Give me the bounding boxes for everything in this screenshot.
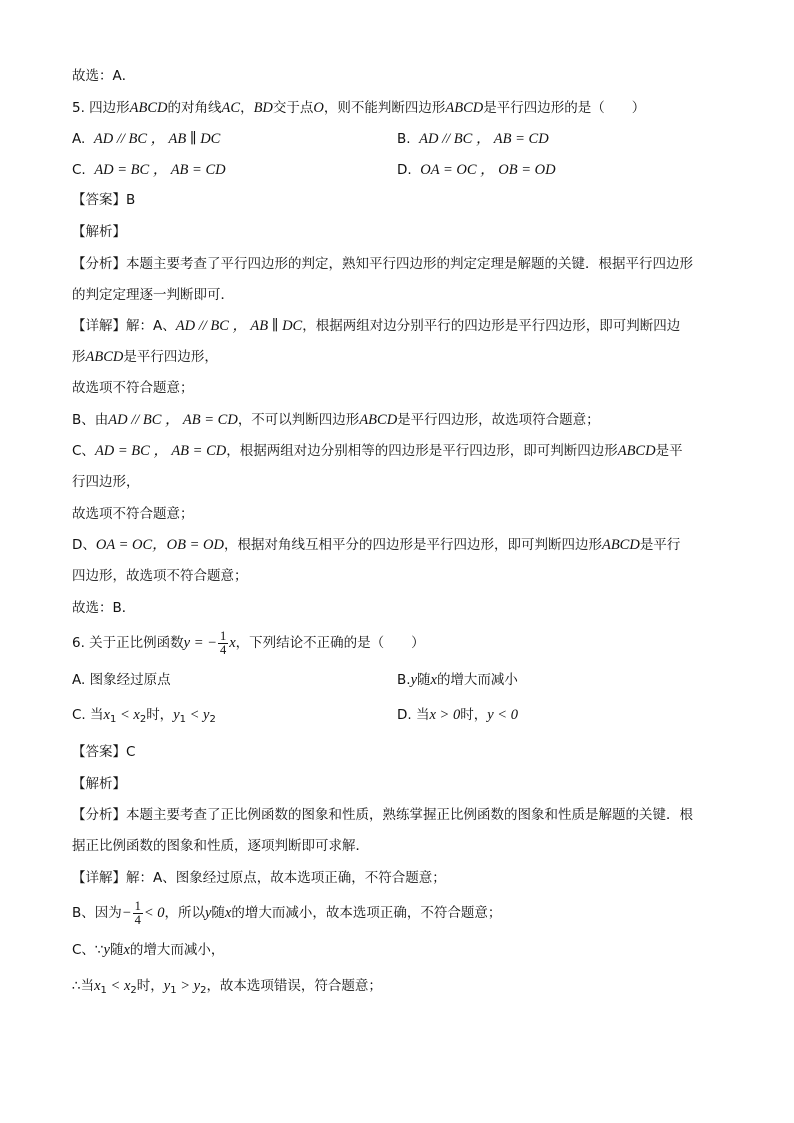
- q5-option-b: [397, 129, 549, 149]
- q6-detail-b-fraction-numerator: 1: [134, 898, 141, 913]
- q6-fenxi-line-1: 【分析】本题主要考查了正比例函数的图象和性质，熟练掌握正比例函数的图象和性质是解题的关键．根: [72, 807, 693, 823]
- q6-y-eq: y = −: [183, 635, 217, 651]
- q5-option-c-label: C.: [72, 162, 86, 178]
- q6-detail-b-y: y: [204, 905, 212, 921]
- q5-ac: AC: [221, 100, 241, 116]
- q6-detail-b-prefix: B、因为: [72, 905, 122, 921]
- q6-detail-c-text: 随: [109, 942, 124, 958]
- q5-option-d-label: D.: [397, 162, 412, 178]
- q5-detail-b-math: AD // BC ， AB = CD: [108, 412, 238, 428]
- q5-detail-d-text-2: 是平行: [639, 537, 681, 553]
- q5-detail-c-abcd: ABCD: [617, 443, 656, 459]
- q5-detail-d-text: ，根据对角线互相平分的四边形是平行四边形，即可判断四边形: [223, 537, 602, 553]
- q6-detail-b-text-2: 随: [211, 905, 225, 921]
- q5-detail-d-math: OA = OC，OB = OD: [95, 537, 224, 553]
- q6-option-a: A. 图象经过原点: [72, 672, 171, 688]
- q5-detail-a-text: ，根据两组对边分别平行的四边形是平行四边形，即可判断四边: [302, 318, 681, 334]
- q5-detail-c-line-1: [72, 441, 683, 461]
- q5-option-d: [397, 160, 556, 180]
- q6-detail-b-text-3: 的增大而减小，故本选项正确，不符合题意；: [231, 905, 502, 921]
- q5-analysis-title: 【解析】: [72, 224, 126, 240]
- q6-option-d-math: x > 0: [429, 707, 461, 723]
- q6-option-c-x1: x: [103, 707, 110, 723]
- q6-last-sub-2: 2: [130, 985, 137, 996]
- q6-x: x: [229, 635, 236, 651]
- q5-detail-d-line-2: 四边形，故选项不符合题意；: [72, 568, 248, 584]
- q6-detail-b-fraction-denominator: 4: [134, 912, 141, 927]
- q6-option-b: [397, 670, 518, 690]
- q5-abcd: ABCD: [129, 100, 168, 116]
- q5-conclusion: 故选：B．: [72, 600, 136, 616]
- q5-option-b-math: AD // BC ， AB = CD: [419, 131, 549, 147]
- q5-answer: 【答案】B: [72, 192, 136, 208]
- q6-option-b-label: B.: [397, 672, 411, 688]
- q6-option-b-text: 随: [417, 672, 431, 688]
- q5-detail-a-line-2: [72, 347, 218, 367]
- q6-option-c-label: C. 当: [72, 707, 104, 723]
- q5-stem: [72, 98, 645, 118]
- q5-detail-c-text: ，根据两组对边分别相等的四边形是平行四边形，即可判断四边形: [226, 443, 618, 459]
- q6-last-sub-4: 2: [200, 985, 207, 996]
- q5-detail-a-line-3: 故选项不符合题意；: [72, 380, 194, 396]
- q5-o: O: [313, 100, 324, 116]
- q6-detail-c-conclusion: [72, 976, 382, 1001]
- q5-detail-a2-text: 是平行四边形，: [123, 349, 218, 365]
- q5-detail-c-math: AD = BC ， AB = CD: [94, 443, 227, 459]
- q5-option-c: [72, 160, 226, 180]
- q5-option-a-label: A.: [72, 131, 86, 147]
- q6-fraction-denominator: 4: [219, 642, 227, 657]
- q5-detail-d-line-1: [72, 535, 680, 555]
- q5-detail-c-prefix: C、: [72, 443, 95, 459]
- q6-option-c-x2: < x: [116, 707, 140, 723]
- q6-last-y2: > y: [176, 978, 201, 994]
- q5-detail-b-text-2: 是平行四边形，故选项符合题意；: [397, 412, 600, 428]
- q6-detail-a: 【详解】解：A、图象经过原点，故本选项正确，不符合题意；: [72, 870, 446, 886]
- q6-option-c: [72, 705, 216, 730]
- q5-detail-b-text: ，不可以判断四边形: [237, 412, 360, 428]
- q6-option-c-sub-1: 1: [109, 714, 117, 725]
- q5-detail-c-line-2: 行四边形，: [72, 474, 140, 490]
- q6-detail-c-x: x: [123, 942, 130, 958]
- q5-detail-c-text-2: 是平: [655, 443, 683, 459]
- q6-option-c-text: 时，: [146, 707, 174, 723]
- q6-option-b-text-2: 的增大而减小: [436, 672, 518, 688]
- q5-stem-text-4: ，则不能判断四边形: [323, 100, 446, 116]
- q6-last-x1: x: [94, 978, 101, 994]
- q6-detail-b: [72, 898, 501, 928]
- q6-option-c-y2: < y: [186, 707, 210, 723]
- q6-detail-b-text: ，所以: [164, 905, 205, 921]
- q6-answer: 【答案】C: [72, 744, 136, 760]
- q6-detail-b-fraction: [133, 900, 143, 927]
- q6-option-c-sub-3: 1: [179, 714, 186, 725]
- q6-fraction-numerator: 1: [219, 628, 227, 643]
- q6-fenxi-line-2: 据正比例函数的图象和性质，逐项判断即可求解．: [72, 838, 369, 854]
- q6-option-d-text: 时，: [460, 707, 488, 723]
- q6-fraction: [218, 630, 228, 657]
- q6-stem-text: 6. 关于正比例函数: [72, 635, 184, 651]
- q5-detail-d-abcd: ABCD: [601, 537, 640, 553]
- q5-option-b-label: B.: [397, 131, 411, 147]
- q6-option-d: [397, 705, 518, 725]
- q4-conclusion: 故选：A．: [72, 68, 136, 84]
- q6-last-sub-3: 1: [170, 985, 177, 996]
- q6-detail-b-x: x: [224, 905, 232, 921]
- q6-option-d-math-2: y < 0: [487, 707, 518, 723]
- q5-detail-c-line-3: 故选项不符合题意；: [72, 506, 194, 522]
- q6-detail-b-lt: < 0: [143, 905, 165, 921]
- q5-option-a-math: AD // BC ， AB ∥ DC: [93, 131, 221, 147]
- q5-stem-text: 5. 四边形: [72, 100, 130, 116]
- q6-detail-c-prefix: C、∵: [72, 942, 104, 958]
- q6-last-text-2: ，故本选项错误，符合题意；: [206, 978, 382, 994]
- q6-last-sub-1: 1: [100, 985, 107, 996]
- q6-option-d-label: D. 当: [397, 707, 430, 723]
- q6-detail-b-minus: −: [121, 905, 132, 921]
- q6-analysis-title: 【解析】: [72, 776, 126, 792]
- q6-detail-c-text-2: 的增大而减小，: [129, 942, 225, 958]
- q5-fenxi-line-2: 的判定定理逐一判断即可．: [72, 287, 234, 303]
- q5-option-c-math: AD = BC ， AB = CD: [94, 162, 226, 178]
- q5-fenxi-line-1: 【分析】本题主要考查了平行四边形的判定，熟知平行四边形的判定定理是解题的关键．根据平行四边形: [72, 256, 693, 272]
- q5-detail-a-prefix: 【详解】解：A、: [72, 318, 176, 334]
- q5-detail-b-prefix: B、由: [72, 412, 109, 428]
- q5-comma: ，: [240, 100, 254, 116]
- q5-abcd-2: ABCD: [445, 100, 484, 116]
- q5-stem-text-3: 交于点: [272, 100, 314, 116]
- q6-option-b-y: y: [410, 672, 417, 688]
- q6-option-c-sub-4: 2: [209, 714, 216, 725]
- q5-option-a: [72, 129, 220, 149]
- q5-detail-d-prefix: D、: [72, 537, 96, 553]
- q6-last-y1: y: [163, 978, 171, 994]
- q6-option-c-sub-2: 2: [139, 714, 147, 725]
- q6-stem: [72, 628, 425, 658]
- q5-detail-a2-abcd: ABCD: [85, 349, 124, 365]
- q6-last-x2: < x: [106, 978, 131, 994]
- q6-last-text: 时，: [136, 978, 164, 994]
- q5-detail-a2-prefix: 形: [72, 349, 86, 365]
- q5-detail-a-line-1: [72, 316, 680, 336]
- q5-stem-text-5: 是平行四边形的是（ ）: [483, 100, 646, 116]
- q6-option-b-x: x: [430, 672, 437, 688]
- q5-bd: BD: [253, 100, 273, 116]
- q5-detail-b-abcd: ABCD: [359, 412, 398, 428]
- q5-stem-text-2: 的对角线: [167, 100, 222, 116]
- q6-stem-text-2: ，下列结论不正确的是（ ）: [235, 635, 425, 651]
- q5-detail-a-math: AD // BC ， AB ∥ DC: [175, 318, 303, 334]
- q6-last-prefix: ∴当: [72, 978, 95, 994]
- q6-detail-c: [72, 940, 224, 960]
- q6-option-c-y1: y: [173, 707, 180, 723]
- q5-detail-b: [72, 410, 600, 430]
- q6-detail-c-y: y: [103, 942, 110, 958]
- q5-option-d-math: OA = OC ， OB = OD: [420, 162, 556, 178]
